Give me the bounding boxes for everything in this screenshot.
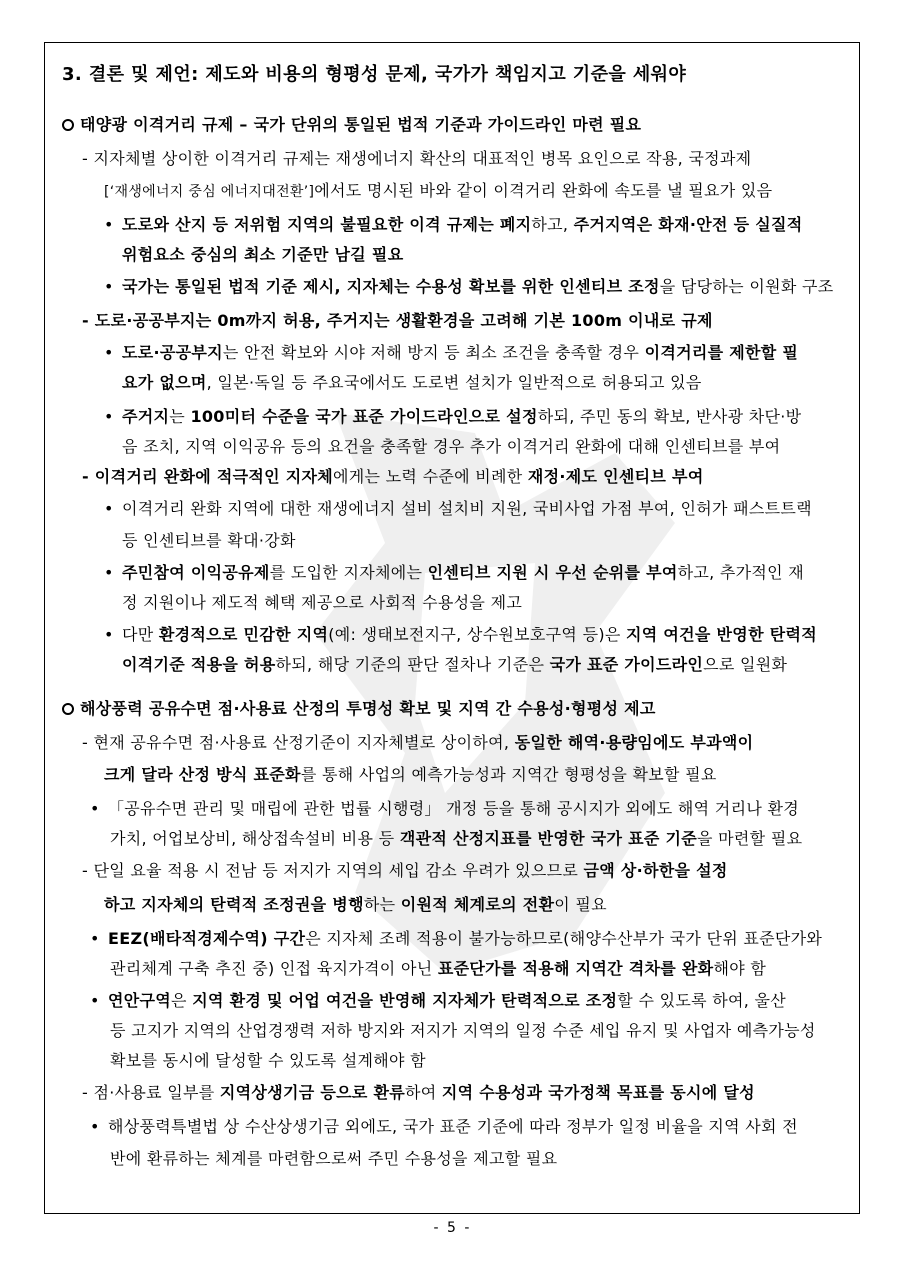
bold-run: EEZ(배타적경제수역) 구간 bbox=[108, 929, 306, 948]
bold-run: 도로·공공부지 bbox=[122, 343, 223, 362]
solar-bullet-5-line-2: 등 인센티브를 확대·강화 bbox=[122, 531, 296, 550]
solar-bullet-1-line-2: 위험요소 중심의 최소 기준만 남길 필요 bbox=[122, 245, 404, 264]
bold-run: 이원적 체계로의 전환 bbox=[400, 895, 555, 914]
wind-bullet-3-line-3: 확보를 동시에 달성할 수 있도록 설계해야 함 bbox=[110, 1051, 426, 1070]
wind-dash-2-line-2 bbox=[104, 894, 607, 916]
dot-bullet-icon: • bbox=[104, 407, 114, 426]
solar-dash-2: - 도로·공공부지는 0m까지 허용, 주거지는 생활환경을 고려해 기본 100m 이내로 규제 bbox=[82, 311, 713, 330]
bold-run: 지역 여건을 반영한 탄력적 bbox=[626, 625, 817, 644]
text-run: 하되, 주민 동의 확보, 반사광 차단·방 bbox=[537, 407, 802, 426]
wind-bullet-3-line-1 bbox=[90, 990, 786, 1012]
text-run: 를 도입한 지자체에는 bbox=[269, 563, 428, 582]
dot-bullet-icon: • bbox=[104, 563, 114, 582]
bold-run: 재정·제도 인센티브 부여 bbox=[527, 467, 704, 486]
dot-bullet-icon: • bbox=[90, 1117, 100, 1136]
text-run: 하되, 해당 기준의 판단 절차나 기준은 bbox=[275, 655, 550, 674]
bold-run: 국가는 통일된 법적 기준 제시, 지자체는 수용성 확보를 위한 인센티브 조정 bbox=[122, 277, 660, 296]
bold-run: 지역상생기금 등으로 환류 bbox=[219, 1083, 405, 1102]
bold-run: 객관적 산정지표를 반영한 국가 표준 기준 bbox=[399, 829, 698, 848]
solar-bullet-4-line-1 bbox=[104, 406, 801, 428]
bold-run: 환경적으로 민감한 지역 bbox=[158, 625, 329, 644]
dot-bullet-icon: • bbox=[104, 499, 114, 518]
text-run: 에서도 명시된 바와 같이 이격거리 완화에 속도를 낼 필요가 있음 bbox=[314, 181, 773, 200]
page-number: - 5 - bbox=[433, 1220, 472, 1236]
dot-bullet-icon: • bbox=[90, 929, 100, 948]
wind-dash-1-line-1 bbox=[82, 732, 753, 754]
solar-bullet-1-line-1 bbox=[104, 214, 802, 236]
dot-bullet-icon: • bbox=[90, 799, 100, 818]
wind-heading bbox=[62, 698, 656, 720]
text-run: - 현재 공유수면 점·사용료 산정기준이 지자체별로 상이하여, bbox=[82, 733, 515, 752]
bold-run: 주거지역은 화재·안전 등 실질적 bbox=[573, 215, 803, 234]
bold-run: 지역 환경 및 어업 여건을 반영해 지자체가 탄력적으로 조정 bbox=[192, 991, 618, 1010]
text-run: 을 마련할 필요 bbox=[697, 829, 803, 848]
wind-bullet-4-line-2: 반에 환류하는 체계를 마련함으로써 주민 수용성을 제고할 필요 bbox=[110, 1149, 558, 1168]
solar-bullet-5-line-1 bbox=[104, 498, 812, 520]
text-run: 가치, 어업보상비, 해상접속설비 비용 등 bbox=[110, 829, 400, 848]
bold-run: 연안구역 bbox=[108, 991, 172, 1010]
circle-bullet-icon bbox=[62, 703, 74, 715]
text-run: 에게는 노력 수준에 비례한 bbox=[333, 467, 528, 486]
bold-run: 하고 지자체의 탄력적 조정권을 병행 bbox=[104, 895, 364, 914]
bold-run: 금액 상·하한을 설정 bbox=[583, 861, 728, 880]
text-run: 으로 일원화 bbox=[703, 655, 788, 674]
solar-dash-1-line-2 bbox=[104, 180, 772, 203]
circle-bullet-icon bbox=[62, 119, 74, 131]
bold-run: 크게 달라 산정 방식 표준화 bbox=[104, 765, 301, 784]
text-run: 관리체계 구축 추진 중) 인접 육지가격이 아닌 bbox=[110, 959, 438, 978]
solar-bullet-4-line-2: 음 조치, 지역 이익공유 등의 요건을 충족할 경우 추가 이격거리 완화에 대해 인센티브를 부여 bbox=[122, 437, 781, 456]
text-run: 다만 bbox=[122, 625, 159, 644]
text-run: 하는 bbox=[363, 895, 401, 914]
dot-bullet-icon: • bbox=[104, 215, 114, 234]
solar-heading bbox=[62, 114, 641, 136]
wind-dash-3 bbox=[82, 1082, 755, 1104]
bold-run: 주민참여 이익공유제 bbox=[122, 563, 270, 582]
text-run: - 점·사용료 일부를 bbox=[82, 1083, 220, 1102]
bold-run: 이격거리를 제한할 필 bbox=[644, 343, 799, 362]
dot-bullet-icon: • bbox=[104, 277, 114, 296]
wind-bullet-4-line-1 bbox=[90, 1116, 798, 1138]
text-run: 은 bbox=[171, 991, 193, 1010]
wind-dash-2-line-1 bbox=[82, 860, 728, 882]
dot-bullet-icon: • bbox=[104, 343, 114, 362]
text-run: 해야 함 bbox=[713, 959, 767, 978]
text-run: 을 담당하는 이원화 구조 bbox=[659, 277, 834, 296]
solar-dash-1-line-1: - 지자체별 상이한 이격거리 규제는 재생에너지 확산의 대표적인 병목 요인으로 작용, 국정과제 bbox=[82, 149, 752, 168]
solar-bullet-2 bbox=[104, 276, 833, 298]
solar-bullet-6-line-2: 정 지원이나 제도적 혜택 제공으로 사회적 수용성을 제고 bbox=[122, 593, 523, 612]
text-run: 는 bbox=[169, 407, 191, 426]
text-run: 하고, 추가적인 재 bbox=[677, 563, 805, 582]
text-run: 할 수 있도록 하여, 울산 bbox=[617, 991, 787, 1010]
wind-bullet-1-line-2 bbox=[110, 828, 802, 850]
text-run: 하고, bbox=[531, 215, 574, 234]
bold-run: 표준단가를 적용해 지역간 격차를 완화 bbox=[437, 959, 714, 978]
text-run: 이격거리 완화 지역에 대한 재생에너지 설비 설치비 지원, 국비사업 가점 부여, 인허가 패스트트랙 bbox=[122, 499, 812, 518]
solar-bullet-7-line-1 bbox=[104, 624, 817, 646]
wind-bullet-1-line-1 bbox=[90, 798, 799, 820]
text-run: 는 안전 확보와 시야 저해 방지 등 최소 조건을 충족할 경우 bbox=[222, 343, 645, 362]
bold-run: 이격기준 적용을 허용 bbox=[122, 655, 276, 674]
text-run: 해상풍력특별법 상 수산상생기금 외에도, 국가 표준 기준에 따라 정부가 일정 비율을 지역 사회 전 bbox=[108, 1117, 798, 1136]
wind-bullet-3-line-2: 등 고지가 지역의 산업경쟁력 저하 방지와 저지가 지역의 일정 수준 세입 유지 및 사업자 예측가능성 bbox=[110, 1021, 816, 1040]
text-run: , 일본·독일 등 주요국에서도 도로변 설치가 일반적으로 허용되고 있음 bbox=[206, 373, 702, 392]
solar-bullet-3-line-2 bbox=[122, 372, 702, 394]
bold-run: 도로와 산지 등 저위험 지역의 불필요한 이격 규제는 폐지 bbox=[122, 215, 532, 234]
section-title: 3. 결론 및 제언: 제도와 비용의 형평성 문제, 국가가 책임지고 기준을 세워야 bbox=[62, 64, 687, 85]
wind-bullet-2-line-1 bbox=[90, 928, 822, 950]
bold-run: 100미터 수준을 국가 표준 가이드라인으로 설정 bbox=[190, 407, 538, 426]
solar-bullet-7-line-2 bbox=[122, 654, 787, 676]
bold-run: 국가 표준 가이드라인 bbox=[549, 655, 704, 674]
dot-bullet-icon: • bbox=[90, 991, 100, 1010]
text-run: 이 필요 bbox=[554, 895, 607, 914]
policy-reference: [‘재생에너지 중심 에너지대전환’] bbox=[104, 184, 315, 200]
dot-bullet-icon: • bbox=[104, 625, 114, 644]
wind-bullet-2-line-2 bbox=[110, 958, 766, 980]
bold-run: 인센티브 지원 시 우선 순위를 부여 bbox=[427, 563, 678, 582]
wind-heading-text: 해상풍력 공유수면 점·사용료 산정의 투명성 확보 및 지역 간 수용성·형평성 제고 bbox=[80, 699, 656, 718]
text-run: (예: 생태보전지구, 상수원보호구역 등)은 bbox=[328, 625, 627, 644]
text-run: 「공유수면 관리 및 매립에 관한 법률 시행령」 개정 등을 통해 공시지가 외에도 해역 거리나 환경 bbox=[108, 799, 799, 818]
wind-dash-1-line-2 bbox=[104, 764, 717, 786]
bold-run: 주거지 bbox=[122, 407, 170, 426]
bold-run: - 이격거리 완화에 적극적인 지자체 bbox=[82, 467, 334, 486]
solar-bullet-6-line-1 bbox=[104, 562, 804, 584]
text-run: 를 통해 사업의 예측가능성과 지역간 형평성을 확보할 필요 bbox=[300, 765, 717, 784]
text-run: - 단일 요율 적용 시 전남 등 저지가 지역의 세입 감소 우려가 있으므로 bbox=[82, 861, 584, 880]
bold-run: 요가 없으며 bbox=[122, 373, 207, 392]
bold-run: 지역 수용성과 국가정책 목표를 동시에 달성 bbox=[441, 1083, 755, 1102]
solar-heading-text: 태양광 이격거리 규제 – 국가 단위의 통일된 법적 기준과 가이드라인 마련 필요 bbox=[80, 115, 642, 134]
solar-dash-3 bbox=[82, 466, 704, 488]
bold-run: 동일한 해역·용량임에도 부과액이 bbox=[514, 733, 754, 752]
text-run: 하여 bbox=[404, 1083, 442, 1102]
text-run: 은 지자체 조례 적용이 불가능하므로(해양수산부가 국가 단위 표준단가와 bbox=[305, 929, 823, 948]
solar-bullet-3-line-1 bbox=[104, 342, 798, 364]
